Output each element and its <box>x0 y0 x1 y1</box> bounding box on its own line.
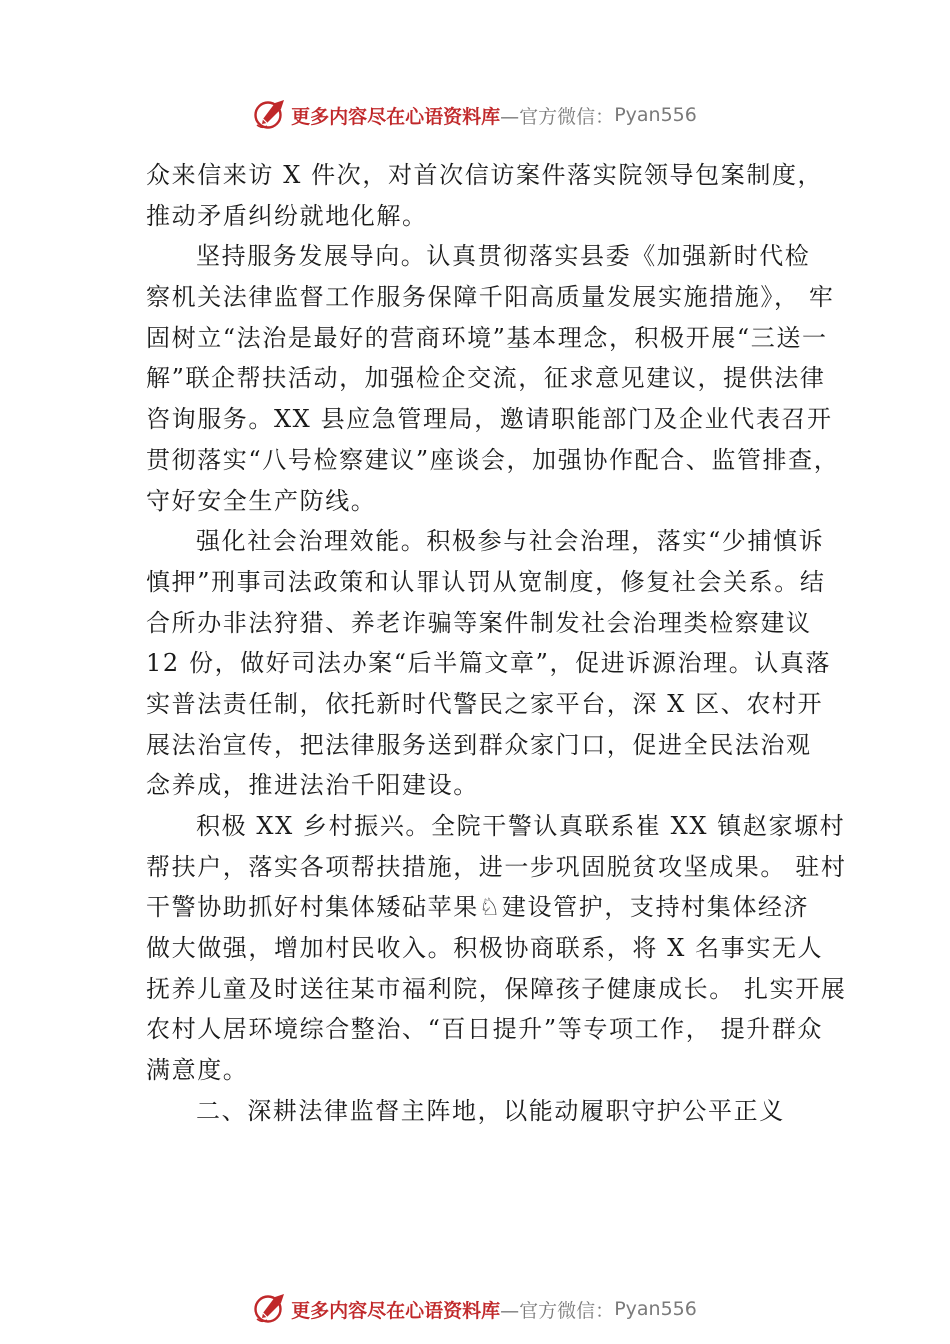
banner-title: 更多内容尽在心语资料库 <box>291 105 501 128</box>
paragraph-heading-line: 强化社会治理效能。积极参与社会治理，落实“少捕慎诉 <box>196 527 825 556</box>
body-line: 帮扶户，落实各项帮扶措施，进一步巩固脱贫攻坚成果。 驻村 <box>146 852 847 881</box>
body-line: 实普法责任制，依托新时代警民之家平台，深 X 区、农村开 <box>146 689 824 718</box>
body-line: 干警协助抓好村集体矮砧苹果♘建设管护，支持村集体经济 <box>146 893 810 922</box>
footer-banner-wechat-handle: Pyan556 <box>614 1298 697 1320</box>
body-line: 满意度。 <box>146 1056 249 1085</box>
footer-banner <box>0 1289 950 1329</box>
paragraph-heading-line: 坚持服务发展导向。认真贯彻落实县委《加强新时代检 <box>196 242 811 271</box>
body-line: 贯彻落实“八号检察建议”座谈会，加强协作配合、监管排查， <box>146 445 840 474</box>
body-line: 念养成，推进法治千阳建设。 <box>146 771 479 800</box>
body-line: 众来信来访 X 件次，对首次信访案件落实院领导包案制度， <box>146 161 824 189</box>
body-line: 固树立“法治是最好的营商环境”基本理念，积极开展“三送一 <box>146 323 828 352</box>
body-line: 做大做强，增加村民收入。积极协商联系，将 X 名事实无人 <box>146 934 824 963</box>
body-line: 解”联企帮扶活动，加强检企交流，征求意见建议，提供法律 <box>146 364 826 393</box>
pen-circle-logo-icon <box>253 1292 287 1326</box>
header-banner <box>0 95 950 135</box>
banner-wechat-handle: Pyan556 <box>614 104 697 126</box>
body-line: 合所办非法狩猎、养老诈骗等案件制发社会治理类检察建议 <box>146 608 812 637</box>
body-line: 展法治宣传，把法律服务送到群众家门口，促进全民法治观 <box>146 730 812 759</box>
section-heading: 二、深耕法律监督主阵地，以能动履职守护公平正义 <box>196 1096 785 1125</box>
body-line: 守好安全生产防线。 <box>146 486 377 515</box>
body-line: 察机关法律监督工作服务保障千阳高质量发展实施措施》， 牢 <box>146 283 835 312</box>
paragraph-heading-line: 积极 XX 乡村振兴。全院干警认真联系崔 XX 镇赵家塬村 <box>196 812 846 840</box>
body-line: 慎押”刑事司法政策和认罪认罚从宽制度，修复社会关系。结 <box>146 567 826 596</box>
body-line: 12 份，做好司法办案“后半篇文章”，促进诉源治理。认真落 <box>146 649 832 678</box>
body-line: 农村人居环境综合整治、“百日提升”等专项工作， 提升群众 <box>146 1015 823 1044</box>
footer-banner-title: 更多内容尽在心语资料库 <box>291 1299 501 1322</box>
pen-circle-logo-icon <box>253 98 287 132</box>
body-line: 咨询服务。XX 县应急管理局，邀请职能部门及企业代表召开 <box>146 405 833 434</box>
body-line: 抚养儿童及时送往某市福利院，保障孩子健康成长。 扎实开展 <box>146 974 847 1003</box>
document-body <box>146 155 847 1132</box>
footer-banner-separator: —官方微信： <box>500 1299 615 1322</box>
body-line: 推动矛盾纠纷就地化解。 <box>146 201 428 230</box>
banner-separator: —官方微信： <box>500 105 615 128</box>
